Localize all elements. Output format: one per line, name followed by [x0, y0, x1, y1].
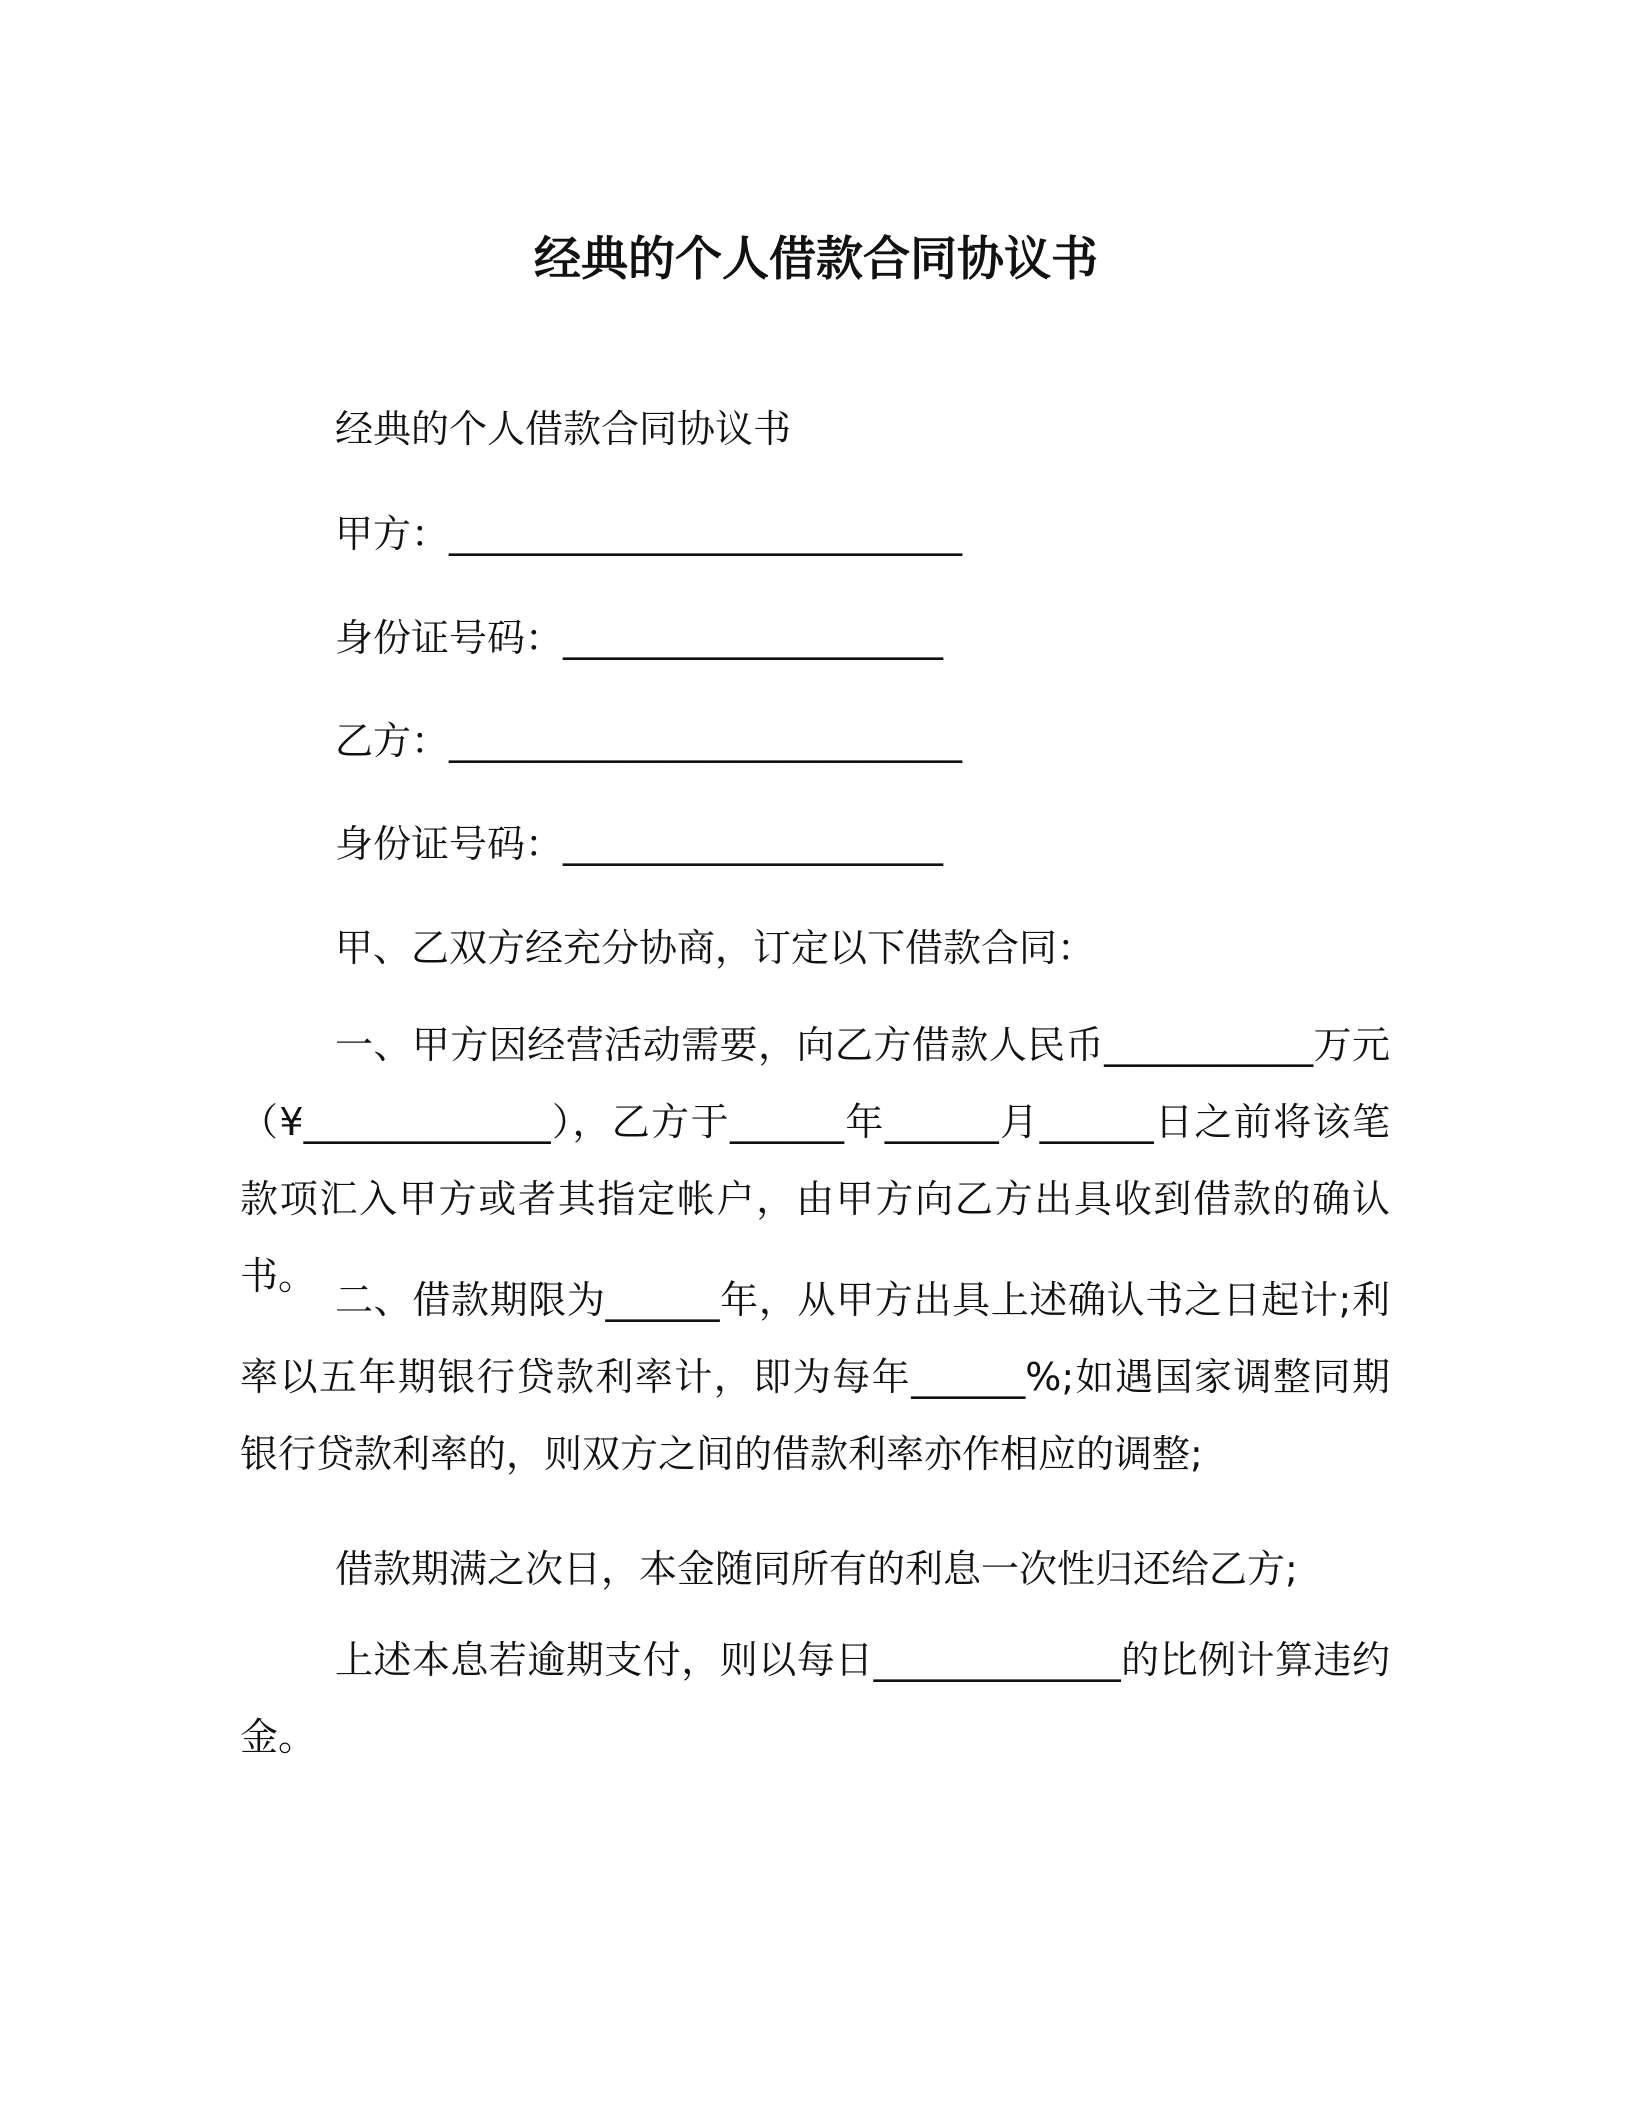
- document-subtitle: 经典的个人借款合同协议书: [335, 407, 792, 451]
- document-title: 经典的个人借款合同协议书: [534, 232, 1098, 287]
- party-a-line: 甲方：___________________________: [335, 512, 963, 556]
- party-b-id-line: 身份证号码：____________________: [335, 822, 944, 866]
- clause-1-paragraph: 一、甲方因经营活动需要，向乙方借款人民币___________万元（¥_____________），乙方于______年______月______日之前将该笔款项汇入甲方或者其指定帐户，由甲方向乙方出具收到借款的确认书。: [240, 1023, 1390, 1298]
- preamble-paragraph: 甲、乙双方经充分协商，订定以下借款合同：: [335, 926, 1096, 970]
- party-b-line: 乙方：___________________________: [335, 719, 963, 763]
- repayment-paragraph: 借款期满之次日，本金随同所有的利息一次性归还给乙方;: [335, 1547, 1298, 1591]
- penalty-paragraph: 上述本息若逾期支付，则以每日_____________的比例计算违约金。: [240, 1638, 1390, 1759]
- clause-2-paragraph: 二、借款期限为______年，从甲方出具上述确认书之日起计;利率以五年期银行贷款利率计，即为每年______%;如遇国家调整同期银行贷款利率的，则双方之间的借款利率亦作相应的调整;: [240, 1278, 1390, 1476]
- party-a-id-line: 身份证号码：____________________: [335, 616, 944, 660]
